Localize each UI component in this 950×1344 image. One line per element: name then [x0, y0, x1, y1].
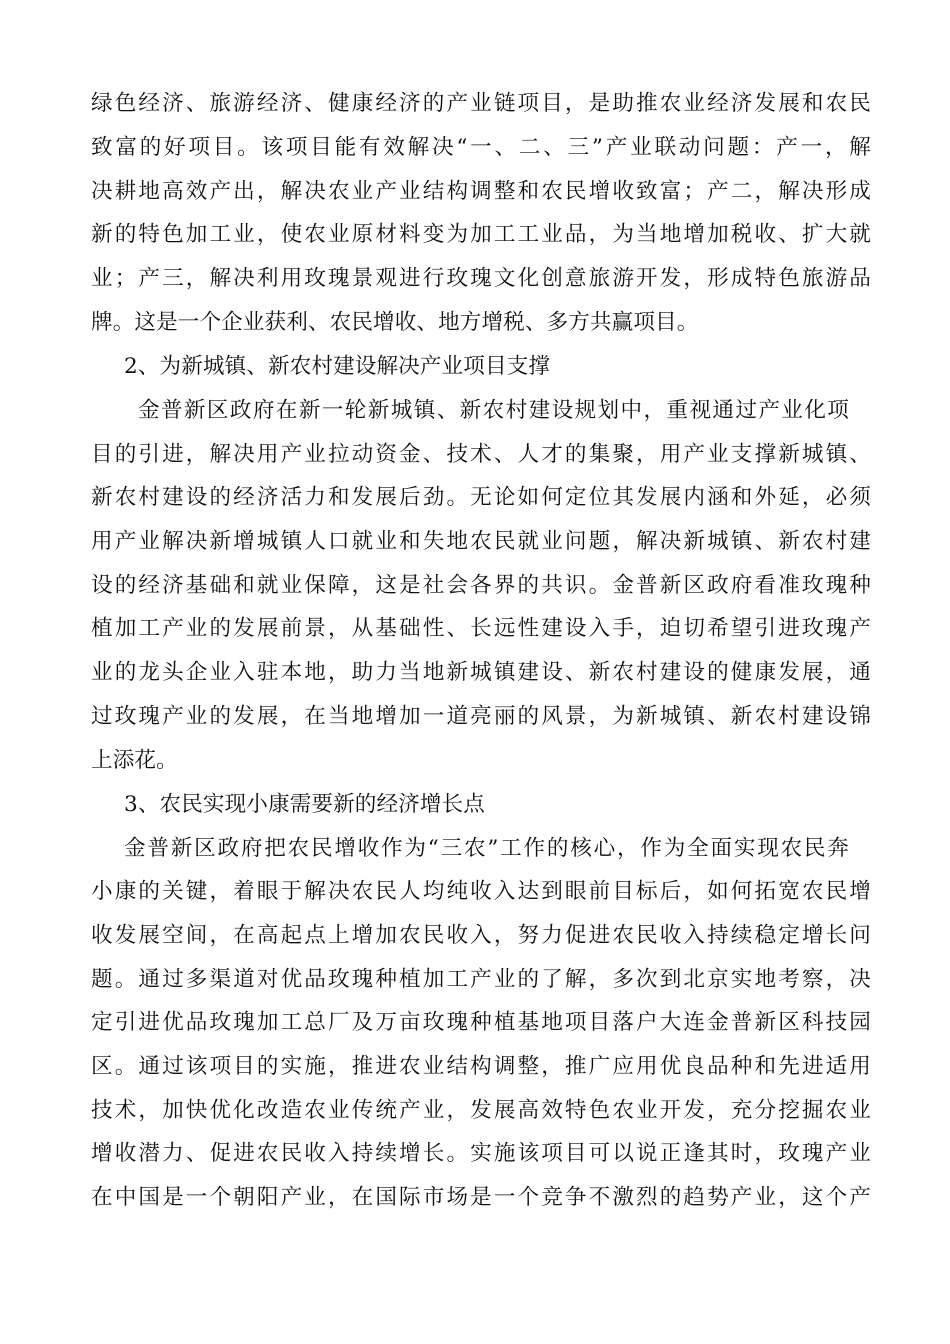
paragraph-2-line-9: 上添花。 [91, 748, 178, 773]
paragraph-3-line-6: 区。通过该项目的实施，推进农业结构调整，推广应用优良品种和先进适用 [91, 1054, 871, 1079]
paragraph-1-line-5: 业；产三，解决利用玫瑰景观进行玫瑰文化创意旅游开发，形成特色旅游品 [91, 266, 871, 291]
paragraph-3-line-7: 技术，加快优化改造农业传统产业，发展高效特色农业开发，充分挖掘农业 [91, 1098, 871, 1123]
section-heading-3: 3、农民实现小康需要新的经济增长点 [124, 792, 485, 817]
paragraph-2-line-8: 过玫瑰产业的发展，在当地增加一道亮丽的风景，为新城镇、新农村建设锦 [91, 704, 871, 729]
paragraph-3-line-5: 定引进优品玫瑰加工总厂及万亩玫瑰种植基地项目落户大连金普新区科技园 [91, 1010, 871, 1035]
paragraph-1-line-6: 牌。这是一个企业获利、农民增收、地方增税、多方共赢项目。 [91, 310, 699, 335]
paragraph-3-line-1: 金普新区政府把农民增收作为“三农”工作的核心，作为全面实现农民奔 [124, 836, 849, 861]
section-heading-2: 2、为新城镇、新农村建设解决产业项目支撑 [124, 354, 551, 379]
paragraph-1-line-3: 决耕地高效产出，解决农业产业结构调整和农民增收致富；产二，解决形成 [91, 179, 871, 204]
paragraph-2-line-4: 用产业解决新增城镇人口就业和失地农民就业问题，解决新城镇、新农村建 [91, 529, 871, 554]
paragraph-1-line-1: 绿色经济、旅游经济、健康经济的产业链项目，是助推农业经济发展和农民 [91, 91, 871, 116]
paragraph-3-line-8: 增收潜力、促进农民收入持续增长。实施该项目可以说正逢其时，玫瑰产业 [91, 1141, 871, 1166]
paragraph-3-line-4: 题。通过多渠道对优品玫瑰种植加工产业的了解，多次到北京实地考察，决 [91, 967, 871, 992]
paragraph-2-line-2: 目的引进，解决用产业拉动资金、技术、人才的集聚，用产业支撑新城镇、 [91, 442, 871, 467]
paragraph-1-line-2: 致富的好项目。该项目能有效解决“一、二、三”产业联动问题：产一，解 [91, 135, 871, 160]
paragraph-2-line-1: 金普新区政府在新一轮新城镇、新农村建设规划中，重视通过产业化项 [138, 398, 849, 423]
paragraph-2-line-3: 新农村建设的经济活力和发展后劲。无论如何定位其发展内涵和外延，必须 [91, 485, 871, 510]
paragraph-3-line-3: 收发展空间，在高起点上增加农民收入，努力促进农民收入持续稳定增长问 [91, 923, 871, 948]
paragraph-2-line-6: 植加工产业的发展前景，从基础性、长远性建设入手，迫切希望引进玫瑰产 [91, 616, 871, 641]
paragraph-3-line-9: 在中国是一个朝阳产业，在国际市场是一个竞争不激烈的趋势产业，这个产 [91, 1185, 871, 1210]
paragraph-2-line-5: 设的经济基础和就业保障，这是社会各界的共识。金普新区政府看准玫瑰种 [91, 573, 871, 598]
paragraph-1-line-4: 新的特色加工业，使农业原材料变为加工工业品，为当地增加税收、扩大就 [91, 222, 871, 247]
paragraph-2-line-7: 业的龙头企业入驻本地，助力当地新城镇建设、新农村建设的健康发展，通 [91, 660, 871, 685]
paragraph-3-line-2: 小康的关键，着眼于解决农民人均纯收入达到眼前目标后，如何拓宽农民增 [91, 879, 871, 904]
